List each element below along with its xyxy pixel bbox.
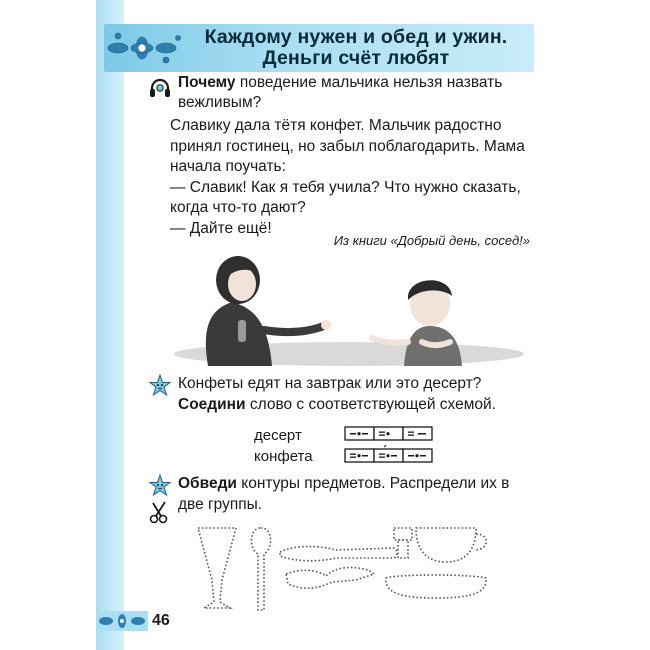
scissors-icon — [148, 500, 170, 524]
question-rest: поведение мальчика нельзя назвать вежливым? — [178, 74, 503, 111]
page-number: 46 — [152, 612, 170, 629]
page-title — [176, 27, 536, 69]
word-dessert: десерт — [254, 427, 302, 444]
footer-ornament-icon — [96, 611, 148, 631]
headphones-icon — [148, 76, 172, 100]
question-text — [178, 73, 528, 113]
task-1-line-2 — [178, 395, 534, 416]
dotted-glass — [198, 528, 236, 608]
snowflake-star-icon — [148, 374, 172, 398]
dotted-cup — [416, 528, 486, 562]
word-schemes — [344, 424, 434, 468]
story-paragraph-3: — Дайте ещё! — [170, 219, 272, 237]
task-2-text — [178, 474, 534, 515]
question-bold: Почему — [178, 74, 236, 91]
floral-ornament-icon — [104, 28, 186, 68]
illustration-woman-boy — [168, 250, 530, 366]
word-list — [254, 425, 313, 467]
title-line-1: Каждому нужен и обед и ужин. — [204, 26, 508, 48]
dotted-objects — [186, 518, 526, 614]
dotted-pliers — [286, 568, 374, 589]
task-2-rest: контуры предметов. Распредели их в две группы. — [178, 475, 510, 513]
dotted-spoon — [251, 528, 270, 610]
title-line-2: Деньги счёт любят — [262, 47, 450, 69]
dotted-plate — [386, 575, 486, 598]
story-paragraph-2: — Славик! Как я тебя учила? Что нужно сказать, когда что-то дают? — [170, 178, 521, 216]
story-paragraph-1: Славику дала тётя конфет. Мальчик радостно принял гостинец, но забыл поблагодарить. Мама начала поучать: — [170, 117, 525, 175]
task-2-bold: Обведи — [178, 475, 237, 492]
task-1-line-1: Конфеты едят на завтрак или это десерт? — [178, 375, 482, 392]
snowflake-star-icon — [148, 474, 172, 498]
task-1-text — [178, 374, 534, 415]
word-candy: конфета — [254, 448, 313, 465]
task-1-rest: слово с соответствующей схемой. — [245, 395, 496, 413]
task-1-bold: Соедини — [178, 395, 246, 413]
story-source: Из книги «Добрый день, сосед!» — [333, 233, 530, 248]
dotted-knife — [280, 547, 397, 561]
side-strip — [96, 0, 124, 650]
story-text — [170, 116, 532, 239]
